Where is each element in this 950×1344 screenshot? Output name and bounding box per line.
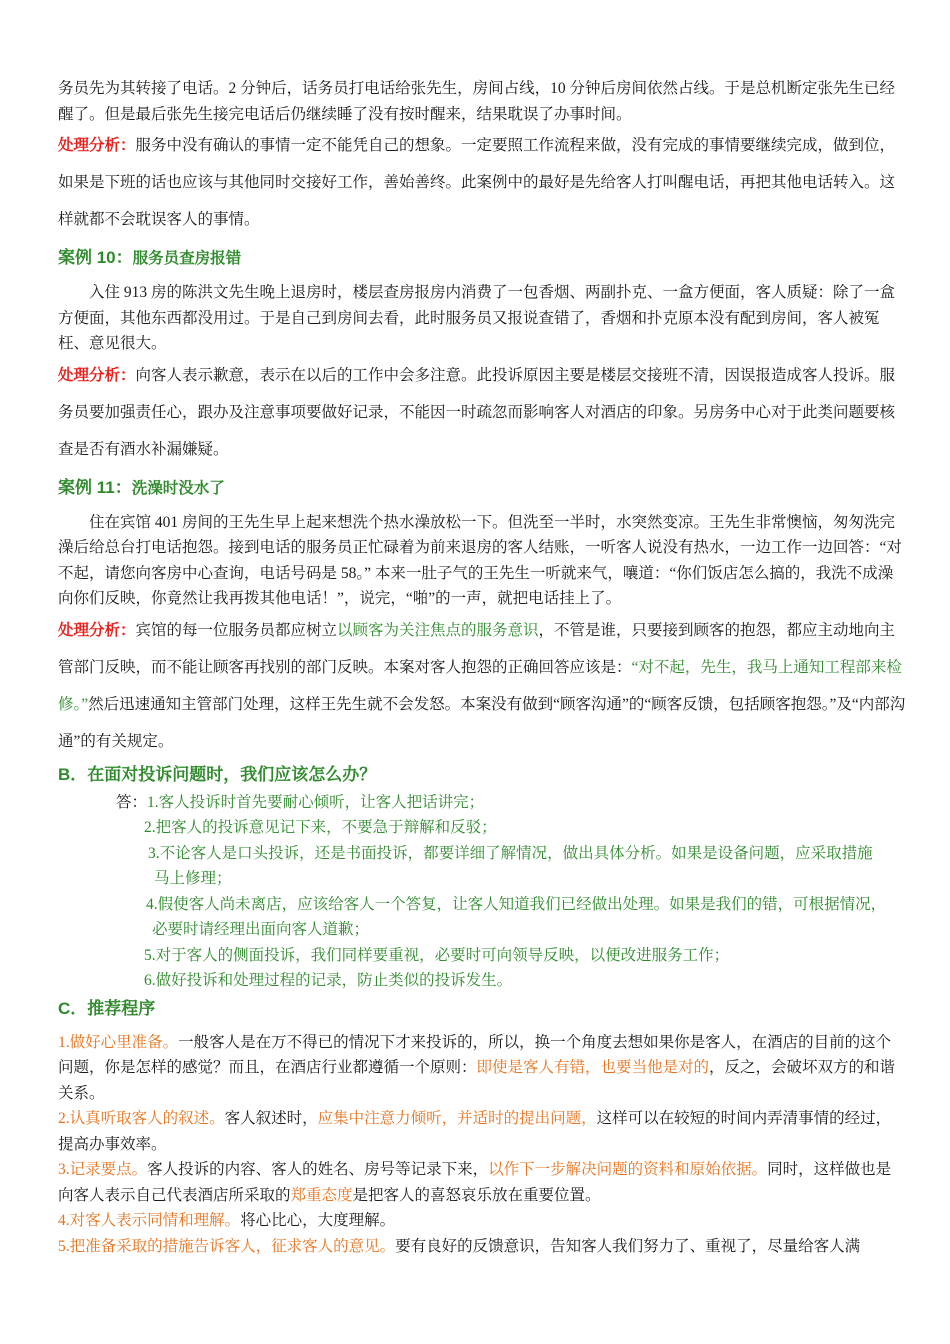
section-b-heading: B．在面对投诉问题时，我们应该怎么办？ [58,764,377,784]
case10-analysis [58,357,906,468]
answer-item-2: 2.把客人的投诉意见记下来，不要急于辩解和反驳； [144,819,497,836]
answer-item-6: 6.做好投诉和处理过程的记录，防止类似的投诉发生。 [144,972,513,989]
step-text: 是把客人的喜怒哀乐放在重要位置。 [352,1186,601,1204]
analysis-text: 服务中没有确认的事情一定不能凭自己的想象。一定要照工作流程来做，没有完成的事情要继续完成，做到位，如果是下班的话也应该与其他同时交接好工作，善始善终。此案例中的最好是先给客人打叫醒电话，再把其他电话转入。这样就都不会耽误客人的事情。 [58,137,896,228]
answer-item-3 [58,841,906,892]
case11-heading [58,471,906,506]
step-highlight: 郑重态度 [290,1186,353,1204]
case11-title: 案例 11： [58,477,132,497]
case11-analysis [58,612,906,760]
procedure-step-1 [58,1030,906,1107]
step-head: 3.记录要点。 [58,1161,148,1178]
procedure-step-3 [58,1157,906,1208]
analysis-text-3: 然后迅速通知主管部门处理，这样王先生就不会发怒。本案没有做到“顾客沟通”的“顾客反馈，包括顾客抱怨。”及“内部沟通”的有关规定。 [58,695,906,750]
answer-item-5: 5.对于客人的侧面投诉，我们同样要重视，必要时可向领导反映，以便改进服务工作； [144,946,730,964]
answer-text: 4.假使客人尚未离店，应该给客人一个答复，让客人知道我们已经做出处理。如果是我们的错，可根据情况， [146,895,887,913]
answer-text-cont: 必要时请经理出面向客人道歉； [152,921,370,938]
step-text: ，反之，会破坏双方的和谐关系。 [58,1059,896,1102]
procedure-step-5 [58,1234,906,1260]
analysis-label: 处理分析： [58,621,136,639]
analysis-text: 向客人表示歉意，表示在以后的工作中会多注意。此投诉原因主要是楼层交接班不清，因误报造成客人投诉。服务员要加强责任心，跟办及注意事项要做好记录，不能因一时疏忽而影响客人对酒店的印象。另房务中心对于此类问题要核查是否有酒水补漏嫌疑。 [58,366,896,458]
step-text: 客人叙述时， [224,1110,318,1127]
case11-body: 住在宾馆 401 房间的王先生早上起来想洗个热水澡放松一下。但洗至一半时，水突然变凉。王先生非常懊恼，匆匆洗完澡后给总台打电话抱怨。接到电话的服务员正忙碌着为前来退房的客人结账，一听客人说没有热水，一边工作一边回答：“对不起，请您向客房中心查询，电话号码是 58。” 本来一肚子气的王先生一听就来气，嚷道：“你们饭店怎么搞的，我洗不成澡向你们反映，你竟然让我再拨其他电话！”，说完，“啪”的一声，就把电话挂上了。 [58,513,902,607]
answer-item-4 [58,892,906,943]
case9-analysis [58,127,906,238]
step-text: 客人投诉的内容、客人的姓名、房号等记录下来， [147,1161,489,1178]
step-head: 2.认真听取客人的叙述。 [58,1110,225,1127]
section-c-heading: C．推荐程序 [58,998,156,1018]
analysis-highlight-1: 以顾客为关注焦点的服务意识 [337,621,539,639]
analysis-text-2: ，不管是谁，只要接到顾客的抱怨，都应主动地向主管部门反映，而不能让顾客再找别的部门反映。本案对客人抱怨的正确回答应该是： [58,621,896,676]
step-text: 将心比心，大度理解。 [240,1212,396,1229]
case10-heading [58,241,906,276]
answer-text-cont: 马上修理； [154,870,232,887]
procedure-step-2 [58,1106,906,1157]
step-text: 同时，这样做也是向客人表示自己代表酒店所采取的 [58,1161,892,1204]
case10-title: 案例 10： [58,248,133,267]
document-page [58,76,906,1259]
analysis-label: 处理分析： [58,137,136,154]
step-text: 这样可以在较短的时间内弄清事情的经过，提高办事效率。 [58,1110,892,1153]
answer-text: 3.不论客人是口头投诉，还是书面投诉，都要详细了解情况，做出具体分析。如果是设备问题，应采取措施 [148,844,873,862]
step-text: 一般客人是在万不得已的情况下才来投诉的，所以，换一个角度去想如果你是客人，在酒店的目前的这个问题，你是怎样的感觉？而且，在酒店行业都遵循一个原则： [58,1033,892,1076]
step-head: 5.把准备采取的措施告诉客人，征求客人的意见。 [58,1237,396,1255]
analysis-text-1: 宾馆的每一位服务员都应树立 [135,621,338,639]
step-head: 4.对客人表示同情和理解。 [58,1212,241,1229]
step-highlight: 应集中注意力倾听，并适时的提出问题， [317,1110,597,1127]
answer-item-1 [58,790,906,816]
case10-body: 入住 913 房的陈洪文先生晚上退房时，楼层查房报房内消费了一包香烟、两副扑克、一盒方便面，客人质疑：除了一盒方便面，其他东西都没用过。于是自己到房间去看，此时服务员又报说查错了，香烟和扑克原本没有配到房间，客人被冤枉、意见很大。 [58,284,896,352]
case9-body-tail: 务员先为其转接了电话。2 分钟后，话务员打电话给张先生，房间占线，10 分钟后房间依然占线。于是总机断定张先生已经醒了。但是最后张先生接完电话后仍继续睡了没有按时醒来，结果耽误了办事时间。 [58,80,896,123]
step-highlight: 以作下一步解决问题的资料和原始依据。 [488,1161,768,1178]
case11-subtitle: 洗澡时没水了 [131,479,225,497]
step-highlight: 即使是客人有错，也要当他是对的 [476,1059,710,1076]
answer-prefix: 答： [116,793,148,811]
step-text: 要有良好的反馈意识，告知客人我们努力了、重视了，尽量给客人满 [395,1237,861,1255]
analysis-highlight-2: “对不起，先生，我马上通知工程部来检修。” [58,658,902,713]
analysis-label: 处理分析： [58,366,136,384]
answer-text: 1.客人投诉时首先要耐心倾听，让客人把话讲完； [147,793,485,811]
case10-subtitle: 服务员查房报错 [132,250,242,267]
procedure-step-4 [58,1208,906,1234]
step-head: 1.做好心里准备。 [58,1033,179,1051]
